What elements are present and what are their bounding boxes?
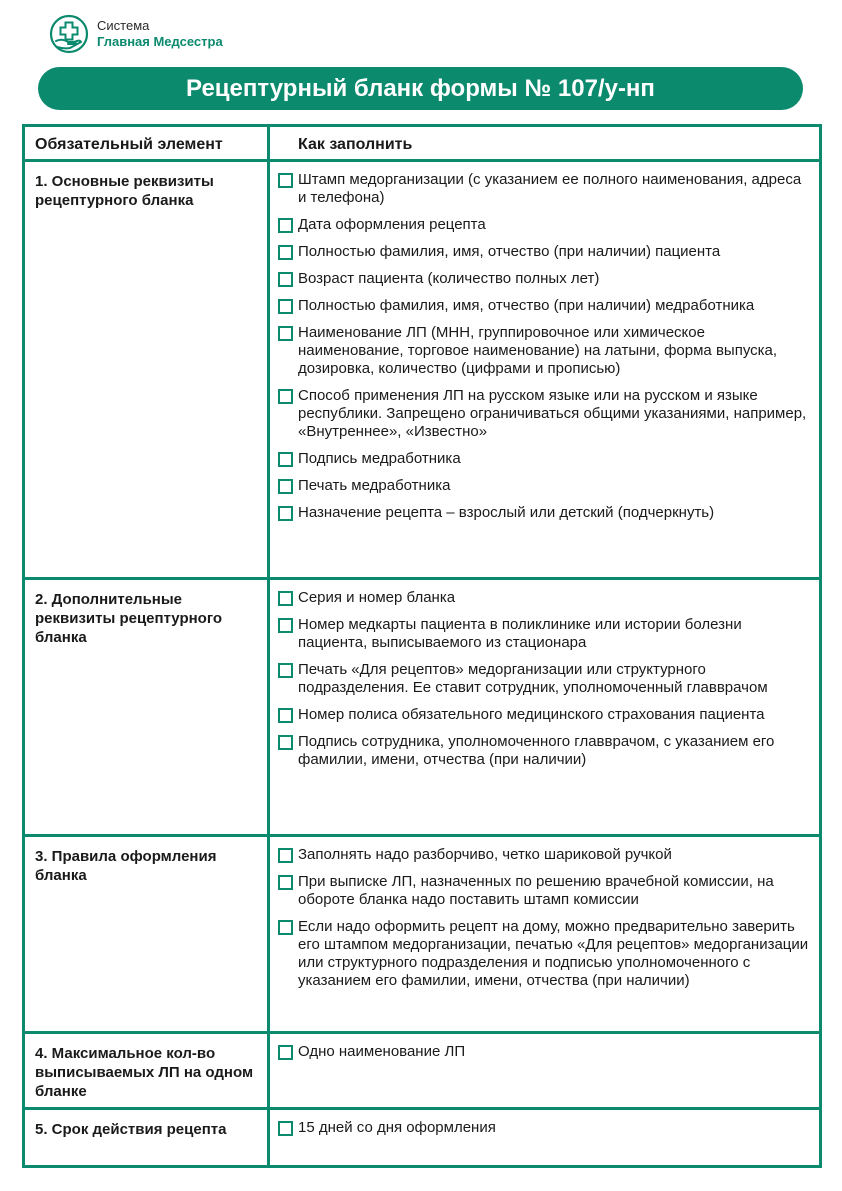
checklist-item	[278, 918, 813, 990]
checklist-item-text: Номер полиса обязательного медицинского страхования пациента	[298, 706, 765, 724]
checklist-item	[278, 873, 813, 909]
table-header-row	[24, 126, 821, 161]
checklist-item-text: Если надо оформить рецепт на дому, можно предварительно заверить его штампом медорганизации, печатью «Для рецептов» медорганизации или структурного подразделения и подписью уполномоченного с указанием его фамилии, имени, отчества (при наличии)	[298, 918, 809, 990]
checkbox-icon	[278, 848, 293, 863]
table-row	[24, 1108, 821, 1166]
checklist-item-text: Дата оформления рецепта	[298, 216, 486, 234]
checklist-item	[278, 616, 813, 652]
checkbox-icon	[278, 218, 293, 233]
row-items-cell	[269, 579, 821, 836]
checkbox-icon	[278, 618, 293, 633]
checklist-item-text: Печать «Для рецептов» медорганизации или структурного подразделения. Ее ставит сотрудник, уполномоченный главврачом	[298, 661, 768, 697]
checklist-item-text: Подпись сотрудника, уполномоченного главврачом, с указанием его фамилии, имени, отчества (при наличии)	[298, 733, 775, 769]
checklist-item-text: Одно наименование ЛП	[298, 1042, 466, 1060]
row-items-cell	[269, 1108, 821, 1166]
column-header-how-to-fill: Как заполнить	[269, 126, 821, 161]
row-element-label: 2. Дополнительные реквизиты рецептурного бланка	[24, 579, 269, 836]
checklist	[278, 589, 813, 769]
checklist-item-text: Подпись медработника	[298, 450, 461, 468]
checklist	[278, 1043, 813, 1061]
checklist-item	[278, 1043, 813, 1061]
checklist-item	[278, 1119, 813, 1137]
checklist-item-text: Полностью фамилия, имя, отчество (при наличии) медработника	[298, 297, 755, 315]
table-row	[24, 579, 821, 836]
checklist-item	[278, 270, 813, 288]
logo	[49, 14, 223, 54]
checklist-item-text: Возраст пациента (количество полных лет)	[298, 270, 600, 288]
checklist-item	[278, 171, 813, 207]
row-element-label: 4. Максимальное кол-во выписываемых ЛП на одном бланке	[24, 1032, 269, 1108]
checklist-item	[278, 846, 813, 864]
checklist-item-text: Способ применения ЛП на русском языке или на русском и языке республики. Запрещено ограничиваться общими указаниями, например, «Внутреннее», «Известно»	[298, 387, 807, 441]
row-element-label: 1. Основные реквизиты рецептурного бланка	[24, 161, 269, 579]
checkbox-icon	[278, 663, 293, 678]
checklist-item	[278, 661, 813, 697]
checkbox-icon	[278, 479, 293, 494]
checklist-item	[278, 387, 813, 441]
checklist-item-text: При выписке ЛП, назначенных по решению врачебной комиссии, на обороте бланка надо поставить штамп комиссии	[298, 873, 774, 909]
checklist-item-text: Назначение рецепта – взрослый или детский (подчеркнуть)	[298, 504, 715, 522]
checkbox-icon	[278, 173, 293, 188]
checklist-item	[278, 504, 813, 522]
checklist	[278, 846, 813, 990]
checkbox-icon	[278, 389, 293, 404]
requirements-table	[22, 124, 822, 1168]
page-title: Рецептурный бланк формы № 107/у-нп	[38, 67, 803, 110]
table-row	[24, 161, 821, 579]
checkbox-icon	[278, 506, 293, 521]
row-element-label: 5. Срок действия рецепта	[24, 1108, 269, 1166]
checklist-item	[278, 589, 813, 607]
checklist-item-text: Полностью фамилия, имя, отчество (при наличии) пациента	[298, 243, 721, 261]
checklist-item	[278, 216, 813, 234]
logo-line-2: Главная Медсестра	[97, 34, 223, 49]
checklist-item	[278, 706, 813, 724]
checklist-item	[278, 733, 813, 769]
row-items-cell	[269, 1032, 821, 1108]
row-items-cell	[269, 836, 821, 1033]
logo-text	[97, 18, 223, 50]
checklist-item	[278, 450, 813, 468]
checkbox-icon	[278, 591, 293, 606]
checklist-item-text: Серия и номер бланка	[298, 589, 456, 607]
checklist-item	[278, 477, 813, 495]
row-element-label: 3. Правила оформления бланка	[24, 836, 269, 1033]
checkbox-icon	[278, 245, 293, 260]
checkbox-icon	[278, 452, 293, 467]
checkbox-icon	[278, 735, 293, 750]
checklist-item-text: Печать медработника	[298, 477, 451, 495]
checklist-item	[278, 243, 813, 261]
checkbox-icon	[278, 326, 293, 341]
checklist-item	[278, 297, 813, 315]
checkbox-icon	[278, 272, 293, 287]
logo-line-1: Система	[97, 18, 150, 33]
checkbox-icon	[278, 708, 293, 723]
cross-in-hand-icon	[49, 14, 89, 54]
checklist-item-text: Заполнять надо разборчиво, четко шариковой ручкой	[298, 846, 672, 864]
checklist-item-text: Номер медкарты пациента в поликлинике или истории болезни пациента, выписываемого из стационара	[298, 616, 742, 652]
checklist	[278, 1119, 813, 1137]
checkbox-icon	[278, 920, 293, 935]
column-header-element: Обязательный элемент	[24, 126, 269, 161]
checklist-item-text: Штамп медорганизации (с указанием ее полного наименования, адреса и телефона)	[298, 171, 802, 207]
row-items-cell	[269, 161, 821, 579]
checklist-item-text: 15 дней со дня оформления	[298, 1118, 496, 1136]
checkbox-icon	[278, 299, 293, 314]
checklist	[278, 171, 813, 522]
checkbox-icon	[278, 1121, 293, 1136]
checkbox-icon	[278, 875, 293, 890]
table-row	[24, 1032, 821, 1108]
checklist-item	[278, 324, 813, 378]
checklist-item-text: Наименование ЛП (МНН, группировочное или химическое наименование, торговое наименование) на латыни, форма выпуска, дозировка, количество (цифрами и прописью)	[298, 324, 778, 378]
checkbox-icon	[278, 1045, 293, 1060]
table-row	[24, 836, 821, 1033]
